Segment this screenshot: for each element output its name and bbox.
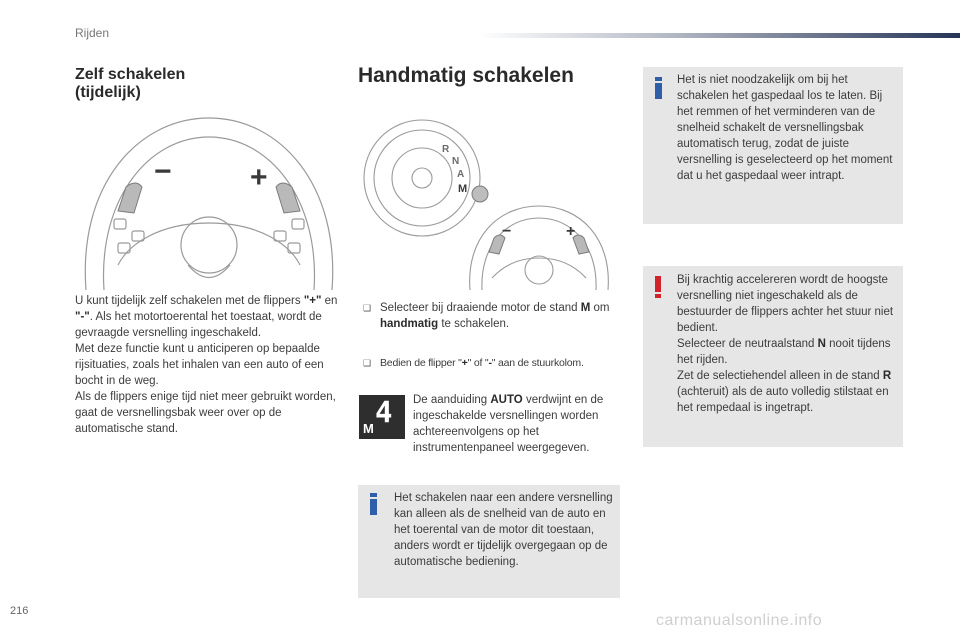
page-title: Handmatig schakelen: [358, 64, 574, 87]
right-paddle-small: [573, 235, 589, 254]
bullet-mark: ❑: [363, 358, 371, 368]
left-paddle: [118, 183, 142, 213]
auto-indicator-text: De aanduiding AUTO verdwijnt en de ingeschakelde versnellingen worden achtereenvolgens op het instrumentenpaneel weergegeven.: [413, 394, 604, 454]
left-paragraph-2: Met deze functie kunt u anticiperen op bepaalde rijsituaties, zoals het inhalen van een auto of een bocht in de weg.: [75, 343, 324, 387]
warning-paragraph-2: Selecteer de neutraalstand N nooit tijdens het rijden.: [677, 338, 891, 366]
selector-knob: [472, 186, 488, 202]
page-number: 216: [10, 605, 29, 617]
left-body-text: [75, 293, 340, 437]
steering-wheel-illustration: [78, 115, 340, 290]
plus-label-small: +: [566, 223, 576, 240]
instruction-bullet-1: ❑ Selecteer bij draaiende motor de stand M om handmatig te schakelen.: [363, 302, 610, 330]
gear-mode: M: [363, 421, 374, 436]
selector-letter-n: N: [452, 156, 460, 167]
warning-box: [643, 266, 903, 447]
info-text-middle: Het schakelen naar een andere versnelling kan alleen als de snelheid van de auto en het toerental van de motor dit toestaan, anders wordt er tijdelijk overgegaan op de automatische bediening.: [394, 492, 613, 568]
info-box-middle: [358, 485, 620, 598]
minus-label-small: −: [502, 223, 512, 240]
selector-letter-m: M: [458, 183, 468, 195]
warning-paragraph-1: Bij krachtig accelereren wordt de hoogste versnelling niet ingeschakeld als de bestuurder de flippers achter het stuur niet bedient.: [677, 274, 894, 334]
left-heading-line1: Zelf schakelen: [75, 66, 186, 83]
warning-text: [677, 272, 899, 416]
selector-letter-a: A: [457, 169, 465, 180]
left-paragraph-3: Als de flippers enige tijd niet meer gebruikt worden, gaat de versnellingsbak weer over op de automatische stand.: [75, 391, 336, 435]
warning-icon: [655, 276, 661, 298]
gear-number: 4: [375, 395, 393, 429]
instruction-bullet-2: ❑ Bedien de flipper "+" of "-" aan de stuurkolom.: [363, 357, 584, 369]
bullet-mark: ❑: [363, 303, 372, 313]
left-heading: [75, 66, 335, 102]
minus-label: −: [154, 155, 172, 188]
info-icon: [655, 77, 662, 99]
gear-selector-illustration: [358, 118, 620, 290]
plus-label: +: [250, 161, 268, 194]
info-text-right: Het is niet noodzakelijk om bij het schakelen het gaspedaal los te laten. Bij het remmen of het verminderen van de snelheid schakelt de versnellingsbak automatisch terug, zodat de juiste versnelling is geselecteerd op het moment dat u het gaspedaal weer intrapt.: [677, 74, 893, 182]
section-title: Rijden: [75, 26, 110, 40]
left-heading-line2: (tijdelijk): [75, 84, 141, 101]
right-paddle: [276, 183, 300, 213]
gear-display: [359, 395, 405, 439]
info-icon: [370, 493, 377, 515]
warning-paragraph-3: Zet de selectiehendel alleen in de stand R (achteruit) als de auto volledig stilstaat en het rempedaal is ingetrapt.: [677, 370, 892, 414]
left-paragraph-1: U kunt tijdelijk zelf schakelen met de flippers "+" en "-". Als het motortoerental het toestaat, wordt de gevraagde versnelling ingeschakeld.: [75, 295, 338, 339]
info-box-right: [643, 67, 903, 224]
header-bar: [478, 33, 960, 38]
selector-letter-r: R: [442, 144, 450, 155]
watermark: carmanualsonline.info: [656, 612, 823, 629]
